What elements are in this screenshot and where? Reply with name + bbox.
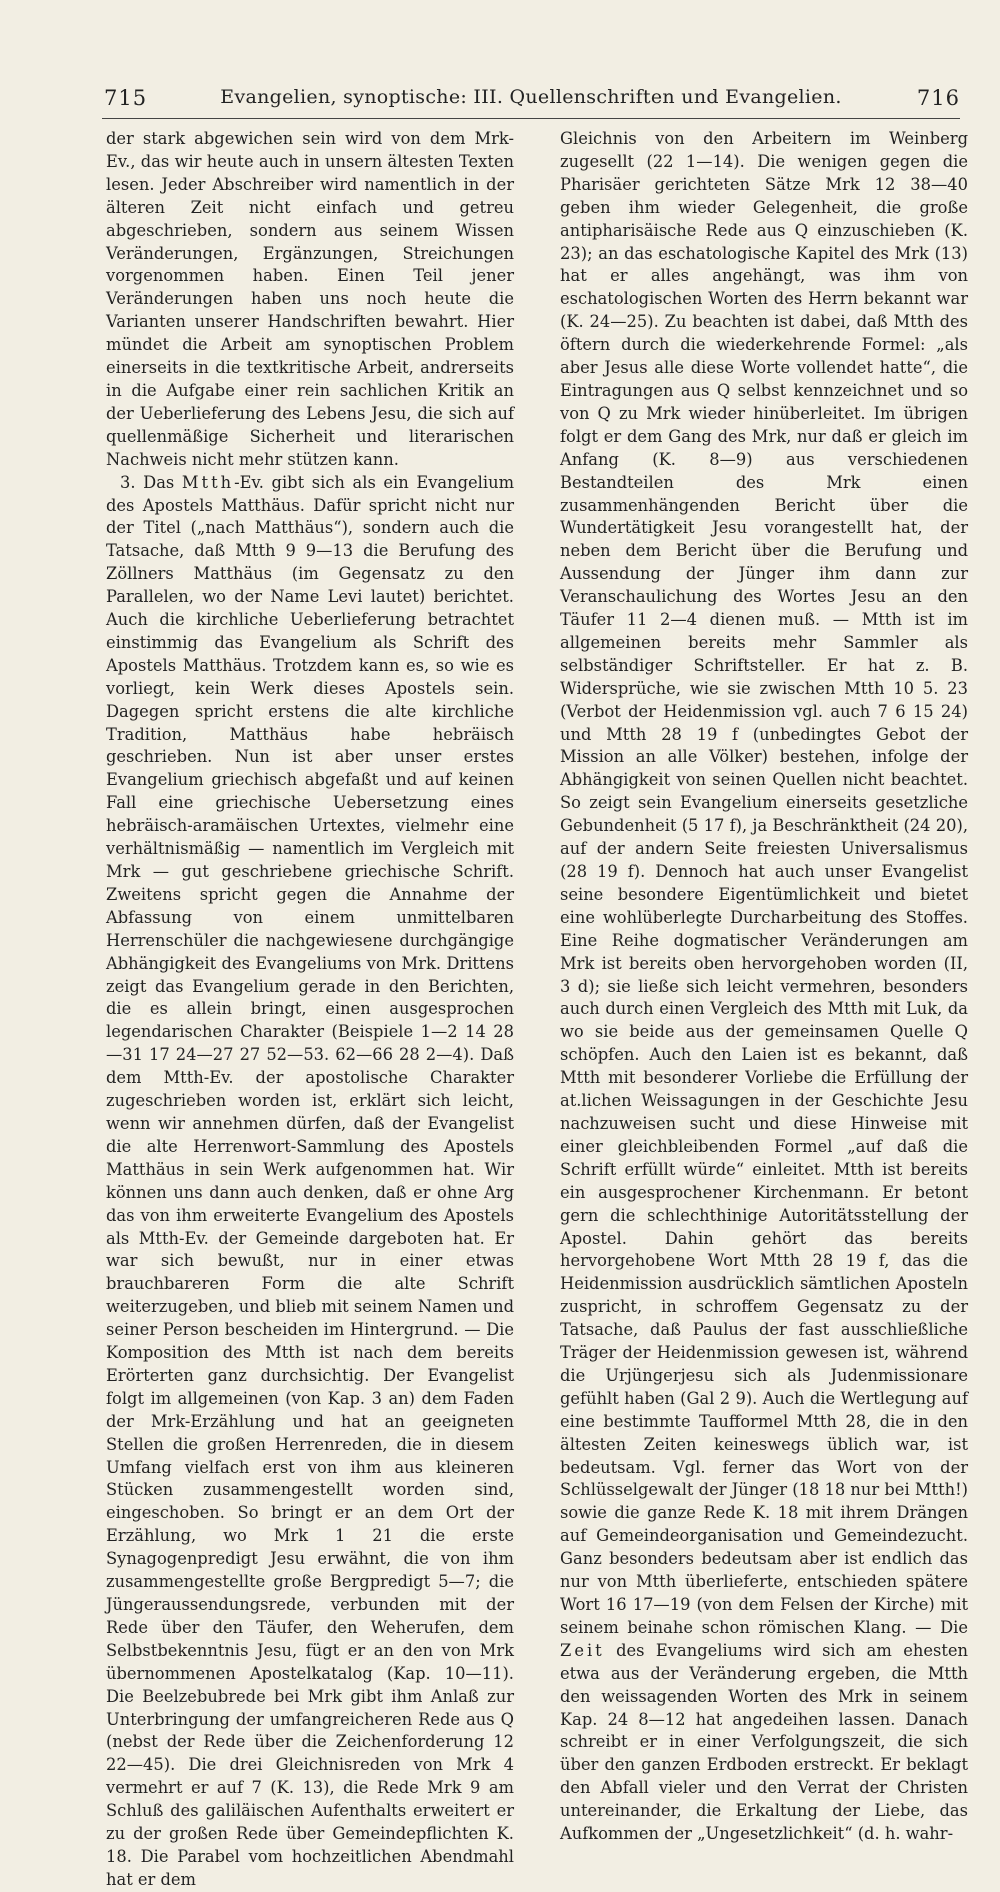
paragraph-text: -Ev. gibt sich als ein Evangelium des Apostels Matthäus. Dafür spricht nicht nur der Titel („nach Matthäus“), sondern auch die Tatsache, daß Mtth 9 9—13 die Berufung des Zöllners Matthäus (im Gegensatz zu den Parallelen, wo der Name Levi lautet) berichtet. Auch die kirchliche Ueberlieferung betrachtet einstimmig das Evangelium als Schrift des Apostels Matthäus. Trotzdem kann es, so wie es vorliegt, kein Werk dieses Apostels sein. Dagegen spricht erstens die alte kirchliche Tradition, Matthäus habe hebräisch geschrieben. Nun ist aber unser erstes Evangelium griechisch abgefaßt und auf keinen Fall eine griechische Uebersetzung eines hebräisch-aramäischen Urtextes, vielmehr eine verhältnismäßig — namentlich im Vergleich mit Mrk — gut geschriebene griechische Schrift. Zweitens spricht gegen die Annahme der Abfassung von einem unmittelbaren Herrenschüler die nachgewiesene durchgängige Abhängigkeit des Evangeliums von Mrk. Drittens zeigt das Evangelium gerade in den Berichten, die es allein bringt, einen ausgesprochen legendarischen Charakter (Beispiele 1—2 14 28—31 17 24—27 27 52—53. 62—66 28 2—4). Daß dem Mtth-Ev. der apostolische Charakter zugeschrieben worden ist, erklärt sich leicht, wenn wir annehmen dürfen, daß der Evangelist die alte Herrenwort-Sammlung des Apostels Matthäus in sein Werk aufgenommen hat. Wir können uns dann auch denken, daß er ohne Arg das von ihm erweiterte Evangelium des Apostels als Mtth-Ev. der Gemeinde dargeboten hat. Er war sich bewußt, nur in einer etwas brauchbareren Form die alte Schrift weiterzugeben, und blieb mit seinem Namen und seiner Person bescheiden im Hintergrund. — Die Komposition des Mtth ist nach dem bereits Erörterten ganz durchsichtig. Der Evangelist folgt im allgemeinen (von Kap. 3 an) dem Faden der Mrk-Erzählung und hat an geeigneten Stellen die großen Herrenreden, die in diesem Umfang vielfach erst von ihm aus kleineren Stücken zusammengestellt worden sind, eingeschoben. So bringt er an dem Ort der Erzählung, wo Mrk 1 21 die erste Synagogenpredigt Jesu erwähnt, die von ihm zusammengestellte große Bergpredigt 5—7; die Jüngeraussendungsrede, verbunden mit der Rede über den Täufer, den Weherufen, dem Selbstbekenntnis Jesu, fügt er an den von Mrk übernommenen Apostelkatalog (Kap. 10—11). Die Beelzebubrede bei Mrk gibt ihm Anlaß zur Unterbringung der umfangreicheren Rede aus Q (nebst der Rede über die Zeichenforderung 12 22—45). Die drei Gleichnisreden von Mrk 4 vermehrt er auf 7 (K. 13), die Rede Mrk 9 am Schluß des galiläischen Aufenthalts erweitert er zu der großen Rede über Gemeindepflichten K. 18. Die Parabel vom hochzeitlichen Abendmahl hat er dem	[106, 472, 515, 1889]
paragraph: der stark abgewichen sein wird von dem Mrk-Ev., das wir heute auch in unsern ältesten Texten lesen. Jeder Abschreiber wird namentlich in der älteren Zeit nicht einfach und getreu abgeschrieben, sondern aus seinem Wissen Veränderungen, Ergänzungen, Streichungen vorgenommen haben. Einen Teil jener Veränderungen haben uns noch heute die Varianten unserer Handschriften bewahrt. Hier mündet die Arbeit am synoptischen Problem einerseits in die textkritische Arbeit, andrerseits in die Aufgabe einer rein sachlichen Kritik an der Ueberlieferung des Lebens Jesu, die sich auf quellenmäßige Sicherheit und literarischen Nachweis nicht mehr stützen kann.	[106, 129, 514, 469]
paragraph	[106, 472, 514, 1892]
paragraph-text: Gleichnis von den Arbeitern im Weinberg zugesellt (22 1—14). Die wenigen gegen die Pharisäer gerichteten Sätze Mrk 12 38—40 geben ihm wieder Gelegenheit, die große antipharisäische Rede aus Q einzuschieben (K. 23); an das eschatologische Kapitel des Mrk (13) hat er alles angehängt, was ihm von eschatologischen Worten des Herrn bekannt war (K. 24—25). Zu beachten ist dabei, daß Mtth des öftern durch die wiederkehrende Formel: „als aber Jesus alle diese Worte vollendet hatte“, die Eintragungen aus Q selbst kennzeichnet und so von Q zu Mrk wieder hinüberleitet. Im übrigen folgt er dem Gang des Mrk, nur daß er gleich im Anfang (K. 8—9) aus verschiedenen Bestandteilen des Mrk einen zusammenhängenden Bericht über die Wundertätigkeit Jesu vorangestellt hat, der neben dem Bericht über die Berufung und Aussendung der Jünger ihm dann zur Veranschaulichung des Wortes Jesu an den Täufer 11 2—4 dienen muß. — Mtth ist im allgemeinen bereits mehr Sammler als selbständiger Schriftsteller. Er hat z. B. Widersprüche, wie sie zwischen Mtth 10 5. 23 (Verbot der Heidenmission vgl. auch 7 6 15 24) und Mtth 28 19 f (unbedingtes Gebot der Mission an alle Völker) bestehen, infolge der Abhängigkeit von seinen Quellen nicht beachtet. So zeigt sein Evangelium einerseits gesetzliche Gebundenheit (5 17 f), ja Beschränktheit (24 20), auf der andern Seite freiesten Universalismus (28 19 f). Dennoch hat auch unser Evangelist seine besondere Eigentümlichkeit und bietet eine wohlüberlegte Durcharbeitung des Stoffes. Eine Reihe dogmatischer Veränderungen am Mrk ist bereits oben hervorgehoben worden (II, 3 d); sie ließe sich leicht vermehren, besonders auch durch einen Vergleich des Mtth mit Luk, da wo sie beide aus der gemeinsamen Quelle Q schöpfen. Auch den Laien ist es bekannt, daß Mtth mit besonderer Vorliebe die Erfüllung der at.lichen Weissagungen in der Geschichte Jesu nachzuweisen sucht und diese Hinweise mit einer gleichbleibenden Formel „auf daß die Schrift erfüllt würde“ einleitet. Mtth ist bereits ein ausgesprochener Kirchenmann. Er betont gern die schlechthinige Autoritätsstellung der Apostel. Dahin gehört das bereits hervorgehobene Wort Mtth 28 19 f, das die Heidenmission ausdrücklich sämtlichen Aposteln zuspricht, in schroffem Gegensatz zu der Tatsache, daß Paulus der fast ausschließliche Träger der Heidenmission gewesen ist, während die Urjüngerjesu sich als Judenmissionare gefühlt haben (Gal 2 9). Auch die Wertlegung auf eine bestimmte Taufformel Mtth 28, die in den ältesten Zeiten keineswegs üblich war, ist bedeutsam. Vgl. ferner das Wort von der Schlüsselgewalt der Jünger (18 18 nur bei Mtth!) sowie die ganze Rede K. 18 mit ihrem Drängen auf Gemeindeorganisation und Gemeindezucht. Ganz besonders bedeutsam aber ist endlich das nur von Mtth überlieferte, entschieden spätere Wort 16 17—19 (von dem Felsen der Kirche) mit seinem beinahe schon römischen Klang. — Die	[560, 129, 968, 1637]
spaced-term: Zeit	[560, 1640, 605, 1660]
spaced-term: Mtth	[181, 472, 235, 492]
running-header	[102, 84, 960, 119]
page-number-left: 715	[104, 86, 148, 110]
paragraph-text: des Evangeliums wird sich am ehesten etwa aus der Veränderung ergeben, die Mtth den weissagenden Worten des Mrk in seinem Kap. 24 8—12 hat angedeihen lassen. Danach schreibt er in einer Verfolgungszeit, die sich über den ganzen Erdboden erstreckt. Er beklagt den Abfall vieler und den Verrat der Christen untereinander, die Erkaltung der Liebe, das Aufkommen der „Ungesetzlichkeit“ (d. h. wahr-	[560, 1640, 968, 1844]
paragraph	[560, 128, 968, 1846]
section-lead: 3. Das	[120, 472, 175, 492]
right-column	[560, 128, 968, 1844]
left-column	[106, 128, 515, 1889]
page-number-right: 716	[916, 86, 960, 110]
running-title: Evangelien, synoptische: III. Quellenschriften und Evangelien.	[220, 86, 842, 108]
